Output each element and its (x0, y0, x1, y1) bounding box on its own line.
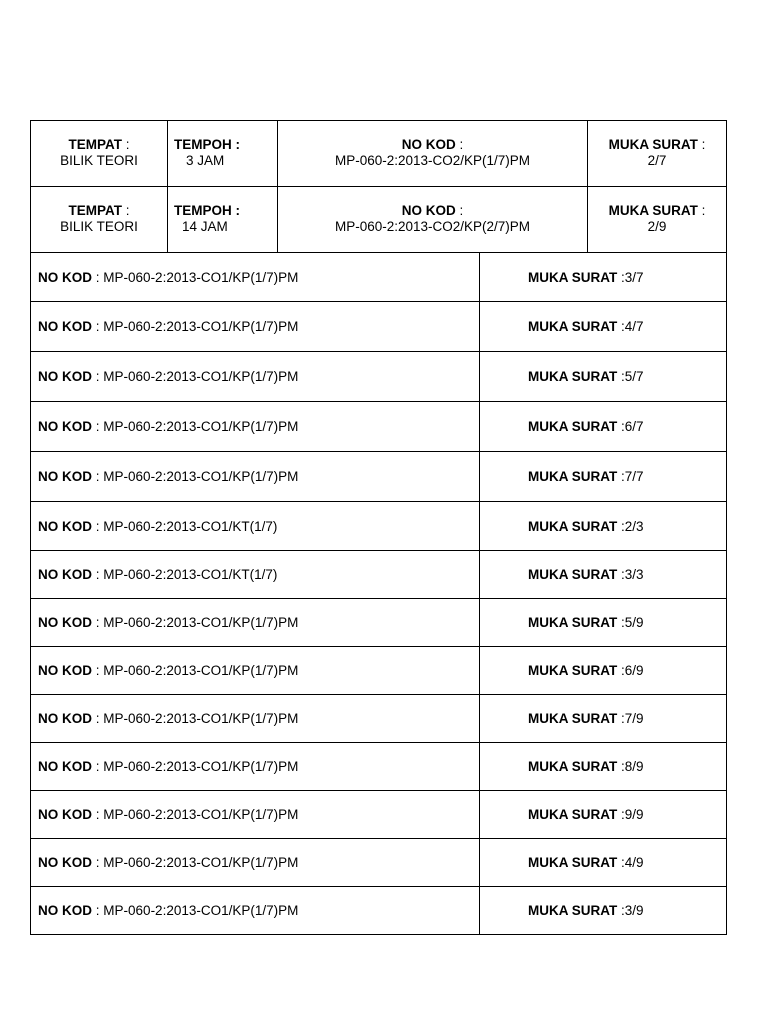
muka-surat-label: MUKA SURAT (528, 269, 618, 285)
kod-label: NO KOD (38, 518, 92, 534)
muka-surat-value: 6/7 (624, 419, 644, 434)
muka-surat-label: MUKA SURAT (528, 319, 618, 334)
muka-surat-label: MUKA SURAT (528, 567, 618, 582)
kod-value: MP-060-2:2013-CO1/KP(1/7)PM (103, 269, 299, 285)
muka-surat-label: MUKA SURAT (528, 419, 618, 434)
table-row (31, 791, 727, 839)
muka-surat-value: 4/7 (624, 319, 644, 334)
colon: : (701, 203, 706, 218)
muka-surat-value: 5/9 (624, 615, 644, 630)
kod-label: NO KOD (38, 615, 92, 630)
colon: : (621, 615, 625, 630)
muka-surat-cell (480, 647, 727, 694)
tempat-cell (31, 187, 168, 252)
colon: : (459, 137, 464, 152)
colon: : (95, 269, 100, 285)
kod-cell (278, 187, 588, 252)
muka-surat-label: MUKA SURAT (528, 903, 618, 918)
colon: : (621, 319, 625, 334)
tempoh-label: TEMPOH : (174, 137, 240, 152)
muka-surat-value: 7/7 (624, 469, 644, 484)
table-row (31, 253, 727, 302)
colon: : (95, 369, 100, 384)
muka-surat-label: MUKA SURAT (528, 663, 618, 678)
colon: : (95, 759, 100, 774)
kod-value: MP-060-2:2013-CO1/KP(1/7)PM (103, 469, 299, 484)
kod-value: MP-060-2:2013-CO2/KP(2/7)PM (334, 219, 531, 234)
tempat-label: TEMPAT (68, 137, 122, 152)
kod-value: MP-060-2:2013-CO2/KP(1/7)PM (334, 153, 531, 168)
kod-cell (31, 402, 480, 451)
kod-value: MP-060-2:2013-CO1/KP(1/7)PM (103, 663, 299, 678)
colon: : (95, 903, 100, 918)
kod-value: MP-060-2:2013-CO1/KP(1/7)PM (103, 855, 299, 870)
colon: : (621, 855, 625, 870)
tempat-cell (31, 121, 168, 186)
muka-surat-cell (480, 253, 727, 301)
kod-label: NO KOD (38, 269, 92, 285)
tempat-value: BILIK TEORI (60, 219, 138, 234)
kod-value: MP-060-2:2013-CO1/KP(1/7)PM (103, 711, 299, 726)
muka-surat-value: 8/9 (624, 759, 644, 774)
table-row (31, 402, 727, 452)
colon: : (621, 759, 625, 774)
colon: : (95, 419, 100, 434)
tempoh-label: TEMPOH : (174, 203, 240, 218)
muka-surat-value: 2/3 (624, 518, 644, 534)
tempoh-cell (168, 121, 278, 186)
muka-surat-label: MUKA SURAT (528, 759, 618, 774)
colon: : (125, 203, 130, 218)
colon: : (621, 711, 625, 726)
colon: : (95, 855, 100, 870)
header-row (31, 187, 727, 253)
muka-surat-cell (480, 551, 727, 598)
kod-label: NO KOD (401, 203, 456, 218)
kod-cell (31, 352, 480, 401)
kod-value: MP-060-2:2013-CO1/KP(1/7)PM (103, 807, 299, 822)
muka-surat-cell (588, 121, 727, 186)
colon: : (621, 518, 625, 534)
muka-surat-cell (480, 791, 727, 838)
colon: : (621, 807, 625, 822)
muka-surat-cell (480, 599, 727, 646)
kod-label: NO KOD (38, 903, 92, 918)
colon: : (621, 469, 625, 484)
tempat-value: BILIK TEORI (60, 153, 138, 168)
kod-label: NO KOD (38, 567, 92, 582)
colon: : (95, 615, 100, 630)
muka-surat-label: MUKA SURAT (528, 369, 618, 384)
kod-value: MP-060-2:2013-CO1/KT(1/7) (103, 567, 278, 582)
muka-surat-cell (480, 402, 727, 451)
muka-surat-value: 3/3 (624, 567, 644, 582)
colon: : (701, 137, 706, 152)
kod-label: NO KOD (38, 419, 92, 434)
colon: : (95, 711, 100, 726)
kod-cell (31, 743, 480, 790)
kod-label: NO KOD (38, 711, 92, 726)
kod-label: NO KOD (38, 855, 92, 870)
colon: : (621, 567, 625, 582)
muka-surat-label: MUKA SURAT (528, 518, 618, 534)
colon: : (95, 469, 100, 484)
table-row (31, 502, 727, 551)
colon: : (621, 663, 625, 678)
table-row (31, 887, 727, 935)
kod-cell (31, 452, 480, 501)
document-table (30, 120, 727, 935)
tempoh-value: 3 JAM (186, 153, 225, 168)
muka-surat-label: MUKA SURAT (528, 469, 618, 484)
kod-label: NO KOD (38, 319, 92, 334)
muka-surat-cell (480, 502, 727, 550)
muka-surat-value: 4/9 (624, 855, 644, 870)
muka-surat-cell (480, 887, 727, 934)
colon: : (95, 663, 100, 678)
colon: : (95, 319, 100, 334)
colon: : (95, 807, 100, 822)
tempat-label: TEMPAT (68, 203, 122, 218)
kod-label: NO KOD (38, 807, 92, 822)
kod-value: MP-060-2:2013-CO1/KT(1/7) (103, 518, 278, 534)
table-row (31, 352, 727, 402)
muka-surat-value: 2/9 (647, 219, 667, 234)
colon: : (621, 269, 625, 285)
table-row (31, 743, 727, 791)
table-row (31, 839, 727, 887)
muka-surat-cell (480, 302, 727, 351)
kod-label: NO KOD (38, 469, 92, 484)
muka-surat-cell (588, 187, 727, 252)
kod-cell (31, 253, 480, 301)
kod-cell (31, 502, 480, 550)
muka-surat-label: MUKA SURAT (528, 615, 618, 630)
colon: : (95, 518, 100, 534)
muka-surat-value: 3/7 (624, 269, 644, 285)
muka-surat-label: MUKA SURAT (528, 711, 618, 726)
kod-label: NO KOD (401, 137, 456, 152)
tempoh-value: 14 JAM (182, 219, 228, 234)
colon: : (621, 903, 625, 918)
kod-cell (31, 302, 480, 351)
table-row (31, 551, 727, 599)
muka-surat-value: 6/9 (624, 663, 644, 678)
kod-cell (31, 839, 480, 886)
table-row (31, 647, 727, 695)
kod-value: MP-060-2:2013-CO1/KP(1/7)PM (103, 369, 299, 384)
colon: : (125, 137, 130, 152)
kod-cell (31, 599, 480, 646)
kod-cell (31, 551, 480, 598)
muka-surat-value: 2/7 (647, 153, 667, 168)
muka-surat-value: 7/9 (624, 711, 644, 726)
table-row (31, 599, 727, 647)
kod-value: MP-060-2:2013-CO1/KP(1/7)PM (103, 903, 299, 918)
muka-surat-value: 9/9 (624, 807, 644, 822)
colon: : (459, 203, 464, 218)
muka-surat-label: MUKA SURAT (608, 203, 698, 218)
muka-surat-label: MUKA SURAT (608, 137, 698, 152)
table-row (31, 302, 727, 352)
colon: : (95, 567, 100, 582)
muka-surat-cell (480, 352, 727, 401)
muka-surat-cell (480, 452, 727, 501)
colon: : (621, 369, 625, 384)
kod-cell (31, 887, 480, 934)
muka-surat-value: 5/7 (624, 369, 644, 384)
table-row (31, 452, 727, 502)
kod-value: MP-060-2:2013-CO1/KP(1/7)PM (103, 615, 299, 630)
colon: : (621, 419, 625, 434)
muka-surat-label: MUKA SURAT (528, 807, 618, 822)
kod-cell (31, 791, 480, 838)
kod-label: NO KOD (38, 369, 92, 384)
muka-surat-value: 3/9 (624, 903, 644, 918)
kod-cell (31, 647, 480, 694)
muka-surat-label: MUKA SURAT (528, 855, 618, 870)
kod-value: MP-060-2:2013-CO1/KP(1/7)PM (103, 759, 299, 774)
kod-cell (31, 695, 480, 742)
muka-surat-cell (480, 839, 727, 886)
header-row (31, 121, 727, 187)
muka-surat-cell (480, 695, 727, 742)
kod-label: NO KOD (38, 663, 92, 678)
kod-value: MP-060-2:2013-CO1/KP(1/7)PM (103, 419, 299, 434)
table-row (31, 695, 727, 743)
kod-label: NO KOD (38, 759, 92, 774)
kod-value: MP-060-2:2013-CO1/KP(1/7)PM (103, 319, 299, 334)
tempoh-cell (168, 187, 278, 252)
muka-surat-cell (480, 743, 727, 790)
kod-cell (278, 121, 588, 186)
